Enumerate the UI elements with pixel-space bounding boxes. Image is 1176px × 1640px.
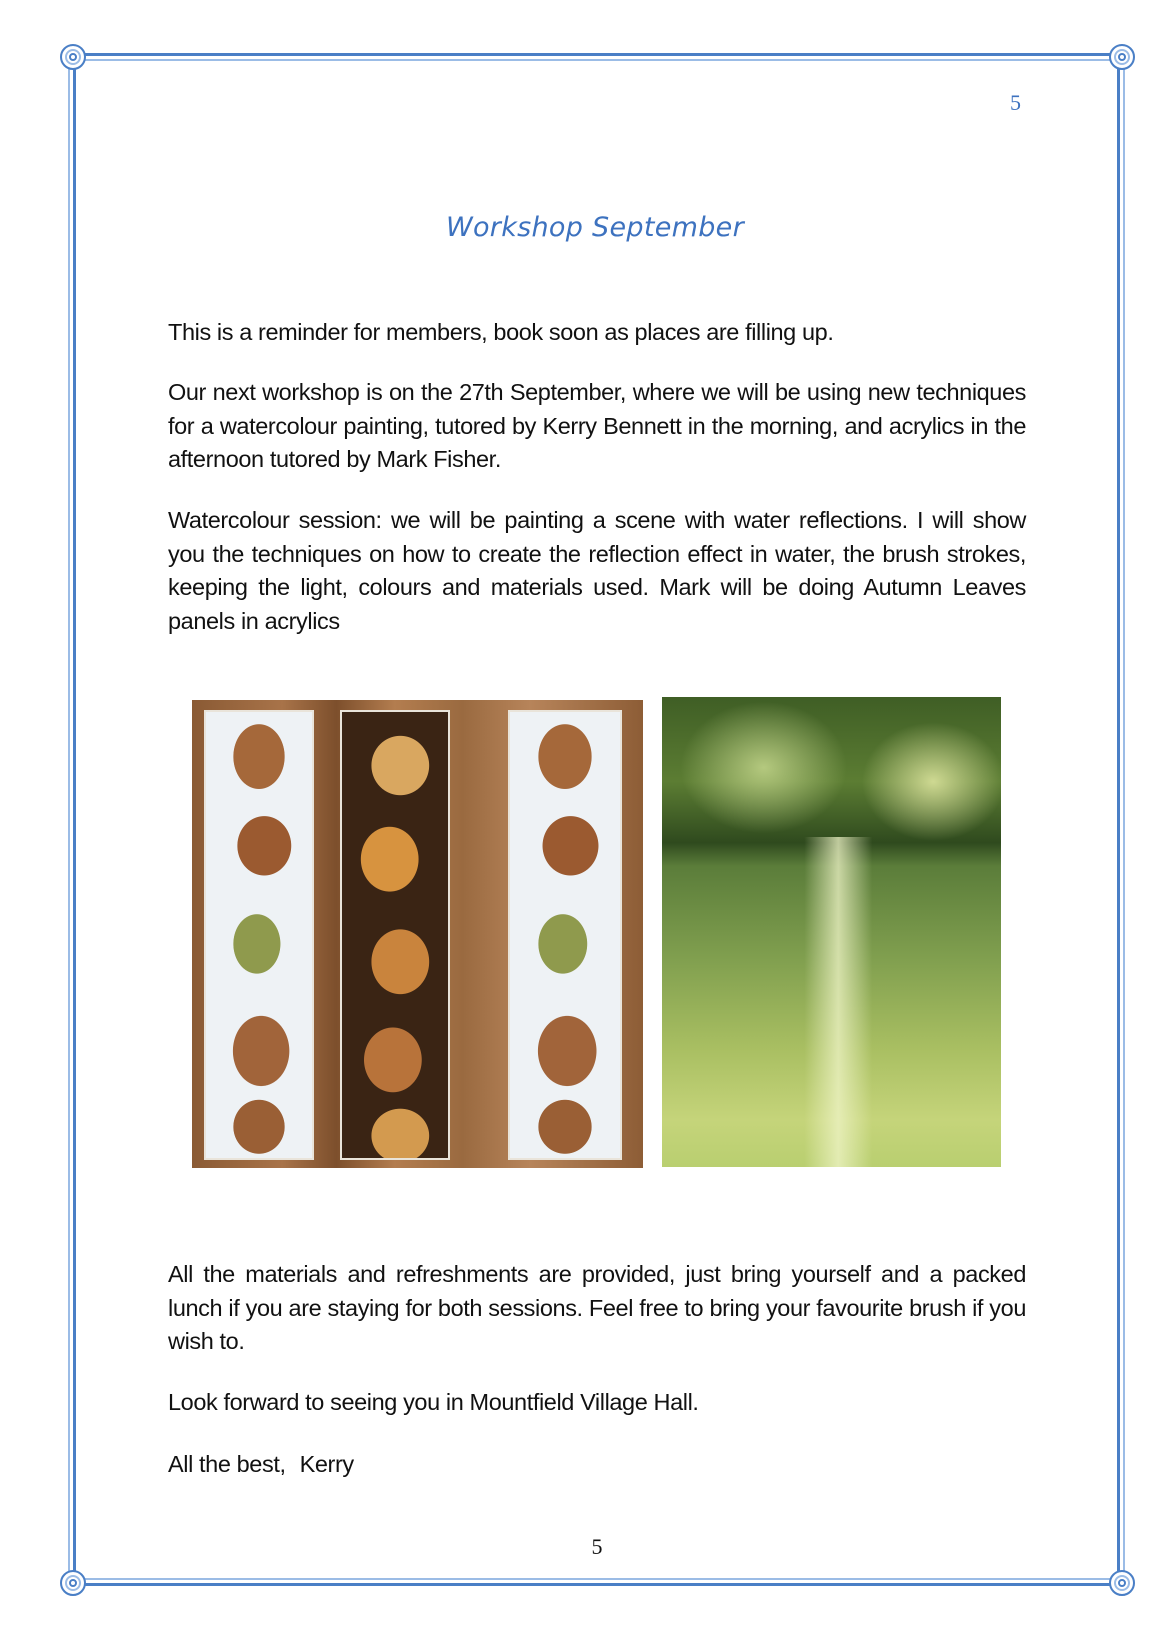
paragraph-text: Look forward to seeing you in Mountfield Village Hall. — [168, 1389, 699, 1415]
frame-left-border — [68, 62, 76, 1582]
signoff-name: Kerry — [299, 1451, 354, 1477]
signoff — [168, 1448, 1026, 1482]
paragraph-text: Watercolour session: we will be painting a scene with water reflections. I will show you the techniques on how to create the reflection effect in water, the brush strokes, keeping the light, colours and materials used. Mark will be doing Autumn Leaves panels in acrylics — [168, 507, 1026, 634]
paragraph-watercolour-session — [168, 504, 1026, 638]
paragraph-reminder — [168, 316, 1026, 350]
paragraph-text: All the materials and refreshments are provided, just bring yourself and a packed lunch if you are staying for both sessions. Feel free to bring your favourite brush if you wish to. — [168, 1261, 1026, 1354]
frame-right-border — [1117, 62, 1125, 1582]
frame-corner-ornament-bottom-left — [60, 1570, 86, 1596]
paragraph-materials — [168, 1258, 1026, 1359]
water-reflection-painting-image — [662, 697, 1001, 1167]
frame-corner-ornament-bottom-right — [1109, 1570, 1135, 1596]
leaf-panel-right — [508, 710, 622, 1160]
frame-corner-ornament-top-left — [60, 44, 86, 70]
signoff-text: All the best, — [168, 1451, 286, 1477]
paragraph-text: This is a reminder for members, book soon as places are filling up. — [168, 319, 834, 345]
paragraph-venue — [168, 1386, 1026, 1420]
frame-bottom-border — [74, 1578, 1122, 1586]
paragraph-text: Our next workshop is on the 27th September, where we will be using new techniques for a watercolour painting, tutored by Kerry Bennett in the morning, and acrylics in the afternoon tutored by Mark Fisher. — [168, 379, 1026, 472]
page-number-footer: 5 — [591, 1534, 603, 1559]
page-number-header: 5 — [1010, 90, 1021, 115]
frame-corner-ornament-top-right — [1109, 44, 1135, 70]
leaf-panel-middle — [340, 710, 450, 1160]
page-title: Workshop September — [445, 212, 744, 243]
paragraph-next-workshop — [168, 376, 1026, 477]
frame-top-border — [74, 53, 1122, 61]
autumn-leaves-painting-image — [192, 700, 643, 1168]
leaf-panel-left — [204, 710, 314, 1160]
